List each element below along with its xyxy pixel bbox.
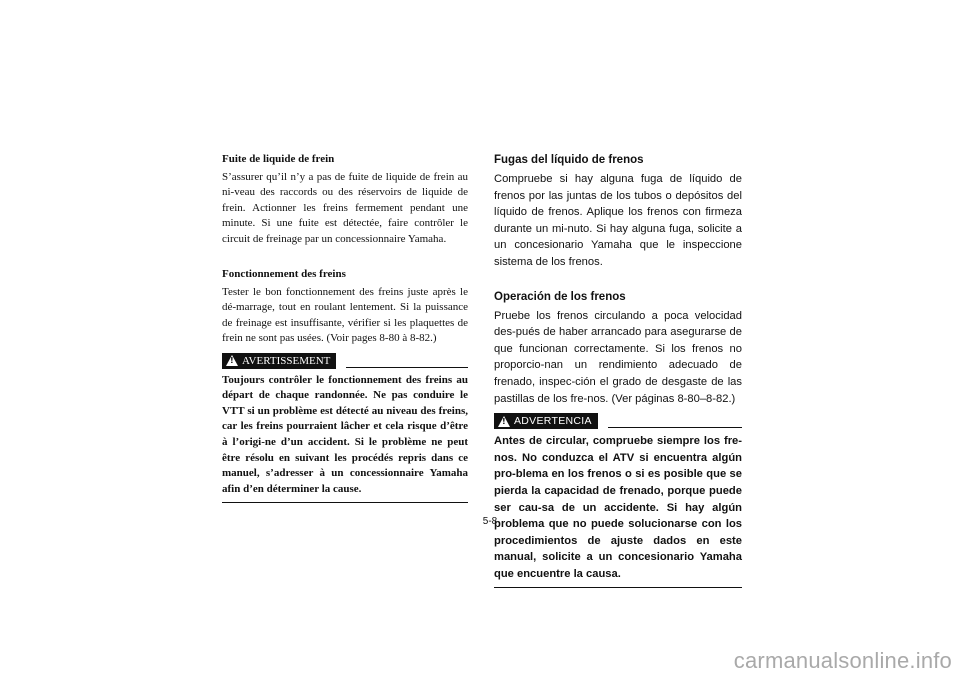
warning-text-fr: Toujours contrôler le fonctionnement des freins au départ de chaque randonnée. Ne pas conduire le VTT si un problème est détecté au niveau des freins, car les freins pourraient lâcher et cela risque d’être à l’origi-ne d’un accident. Si le problème ne peut être résolu en suivant les procédés repris dans ce manuel, s’adresser à un concessionnaire Yamaha afin d’en déterminer la cause.	[222, 373, 468, 495]
warning-label-es: ADVERTENCIA	[514, 415, 592, 428]
warning-label-fr: AVERTISSEMENT	[242, 354, 331, 367]
brake-operation-text-fr: Tester le bon fonctionnement des freins juste après le dé-marrage, tout en roulant lentement. Si la puissance de freinage est insuffisante, vérifier si les plaquettes de frein ne sont pas usées. (Voir pages 8-80 à 8-82.)	[222, 286, 468, 345]
brake-fluid-leak-text-fr: S’assurer qu’il n’y a pas de fuite de liquide de frein au ni-veau des raccords ou des réservoirs de liquide de frein. Actionner les freins fermement pendant une minute. Si une fuite est détectée, faire contrôler le circuit de freinage par un concessionnaire Yamaha.	[222, 171, 468, 245]
warning-header-es	[494, 413, 742, 429]
brake-operation-text-es: Pruebe los frenos circulando a poca velocidad des-pués de haber arrancado para asegurarse de que funcionan correctamente. Si los frenos no proporcio-nan un rendimiento adecuado de frenado, inspec-ción el grado de desgaste de las pastillas de los fre-nos. (Ver páginas 8-80–8-82.)	[494, 309, 742, 405]
spanish-column	[494, 152, 742, 588]
warning-header-fr	[222, 353, 468, 369]
warning-triangle-icon	[226, 355, 238, 366]
watermark: carmanualsonline.info	[733, 648, 952, 673]
warning-badge-fr	[222, 353, 336, 369]
brake-operation-heading-es: Operación de los frenos	[494, 290, 626, 303]
brake-fluid-leak-heading-fr: Fuite de liquide de frein	[222, 153, 335, 165]
brake-fluid-leak-text-es: Compruebe si hay alguna fuga de líquido de frenos por las juntas de los tubos o depósitos del líquido de frenos. Aplique los frenos con firmeza durante un mi-nuto. Si hay alguna fuga, solicite a un concesionario Yamaha que le inspeccione sistema de los frenos.	[494, 173, 742, 268]
brake-operation-heading-fr: Fonctionnement des freins	[222, 268, 346, 281]
brake-fluid-leak-heading-es: Fugas del líquido de frenos	[494, 154, 644, 166]
warning-rule-top-es	[608, 427, 742, 428]
page-number: 5-8	[482, 516, 498, 527]
warning-rule-top-fr	[346, 367, 468, 368]
warning-badge-es	[494, 413, 598, 429]
french-column	[222, 152, 468, 503]
warning-triangle-icon	[498, 416, 510, 427]
warning-rule-bottom-fr	[222, 502, 468, 503]
warning-text-es: Antes de circular, compruebe siempre los fre-nos. No conduzca el ATV si encuentra algún pro-blema en los frenos o si es posible que se pierda la capacidad de frenado, porque puede ser cau-sa de un accidente. Si hay algún problema que no puede solucionarse con los procedimientos de ajuste dados en este manual, solicite a un concesionario Yamaha que encuentre la causa.	[494, 435, 742, 580]
warning-rule-bottom-es	[494, 587, 742, 588]
